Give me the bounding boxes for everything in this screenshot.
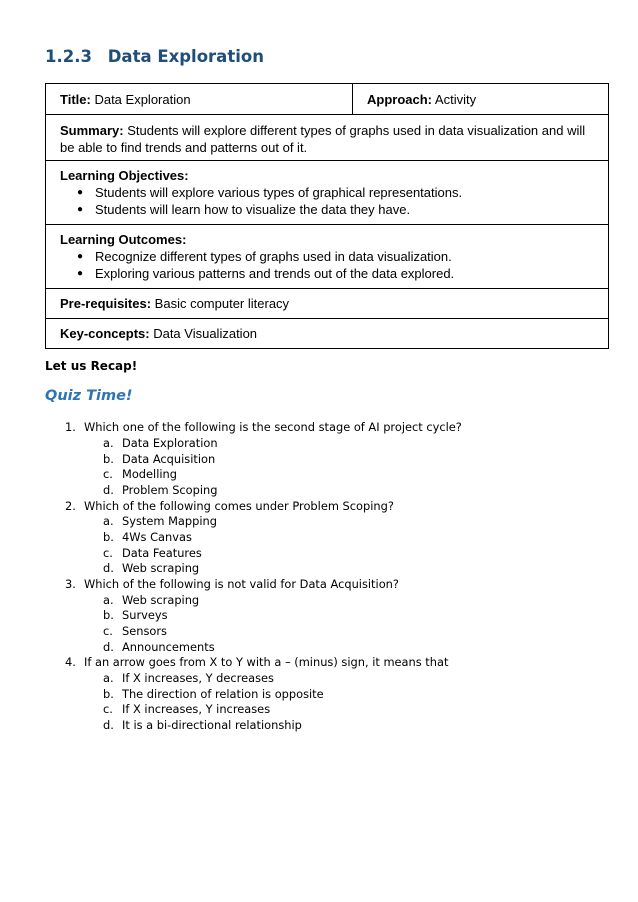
question-number: 3. xyxy=(65,577,76,591)
option-text: Sensors xyxy=(122,624,167,638)
title-value: Data Exploration xyxy=(94,91,191,107)
option-text: Web scraping xyxy=(122,561,200,575)
outcomes-list xyxy=(60,248,594,282)
title-row xyxy=(46,84,609,115)
option-letter: b. xyxy=(103,452,114,466)
summary-label: Summary: xyxy=(60,122,124,138)
option-text: The direction of relation is opposite xyxy=(122,687,324,701)
question-number: 1. xyxy=(65,420,76,434)
option-letter: d. xyxy=(103,640,114,654)
outcomes-cell xyxy=(46,225,609,289)
option-text: If X increases, Y decreases xyxy=(122,671,274,685)
question-number: 4. xyxy=(65,655,76,669)
option-text: Data Exploration xyxy=(122,436,218,450)
list-item: ● Recognize different types of graphs used in data visualization. xyxy=(95,248,594,265)
question-text: Which one of the following is the second stage of AI project cycle? xyxy=(84,420,462,434)
summary-cell xyxy=(46,115,609,161)
summary-row xyxy=(46,115,609,161)
option-text: It is a bi-directional relationship xyxy=(122,718,302,732)
question-text: If an arrow goes from X to Y with a – (minus) sign, it means that xyxy=(84,655,449,669)
quiz-heading: Quiz Time! xyxy=(45,388,133,404)
option-letter: c. xyxy=(103,467,113,481)
list-item: ● Students will learn how to visualize the data they have. xyxy=(95,201,594,218)
option-letter: b. xyxy=(103,608,114,622)
option-letter: d. xyxy=(103,483,114,497)
objectives-row xyxy=(46,161,609,225)
prereq-label: Pre-requisites: xyxy=(60,296,152,311)
option-letter: b. xyxy=(103,530,114,544)
option-text: Surveys xyxy=(122,608,168,622)
question-text: Which of the following is not valid for Data Acquisition? xyxy=(84,577,399,591)
list-item: ● Exploring various patterns and trends out of the data explored. xyxy=(95,265,594,282)
approach-label: Approach: xyxy=(367,91,432,107)
objectives-label: Learning Objectives: xyxy=(60,168,189,183)
summary-value: Students will explore different types of graphs used in data visualization and will be able to find trends and patterns out of it. xyxy=(60,122,586,155)
section-heading xyxy=(45,47,264,66)
option-text: 4Ws Canvas xyxy=(122,530,192,544)
option-letter: c. xyxy=(103,702,113,716)
list-item: ● Students will explore various types of graphical representations. xyxy=(95,184,594,201)
option-text: Announcements xyxy=(122,640,215,654)
option-letter: d. xyxy=(103,561,114,575)
approach-cell xyxy=(353,84,609,115)
approach-value: Activity xyxy=(434,91,477,107)
keyconcepts-row xyxy=(46,319,609,349)
keyconcepts-cell xyxy=(46,319,609,349)
option-letter: c. xyxy=(103,624,113,638)
question-text: Which of the following comes under Problem Scoping? xyxy=(84,499,394,513)
option-text: Data Features xyxy=(122,546,202,560)
title-label: Title: xyxy=(60,91,91,107)
objectives-list xyxy=(60,184,594,218)
option-letter: b. xyxy=(103,687,114,701)
option-letter: a. xyxy=(103,671,114,685)
option-text: Problem Scoping xyxy=(122,483,218,497)
option-letter: c. xyxy=(103,546,113,560)
option-letter: d. xyxy=(103,718,114,732)
prereq-value: Basic computer literacy xyxy=(154,296,290,311)
section-title: Data Exploration xyxy=(107,47,264,66)
prereq-row xyxy=(46,289,609,319)
prereq-cell xyxy=(46,289,609,319)
recap-heading: Let us Recap! xyxy=(45,359,138,373)
lesson-plan-table xyxy=(45,83,609,349)
title-cell xyxy=(46,84,353,115)
outcomes-row xyxy=(46,225,609,289)
objectives-cell xyxy=(46,161,609,225)
option-letter: a. xyxy=(103,436,114,450)
option-letter: a. xyxy=(103,593,114,607)
section-number: 1.2.3 xyxy=(45,47,92,66)
keyconcepts-value: Data Visualization xyxy=(153,326,258,341)
outcomes-label: Learning Outcomes: xyxy=(60,232,187,247)
keyconcepts-label: Key-concepts: xyxy=(60,326,150,341)
question-number: 2. xyxy=(65,499,76,513)
option-text: Web scraping xyxy=(122,593,200,607)
option-letter: a. xyxy=(103,514,114,528)
option-text: System Mapping xyxy=(122,514,217,528)
option-text: Data Acquisition xyxy=(122,452,216,466)
option-text: Modelling xyxy=(122,467,177,481)
option-text: If X increases, Y increases xyxy=(122,702,271,716)
